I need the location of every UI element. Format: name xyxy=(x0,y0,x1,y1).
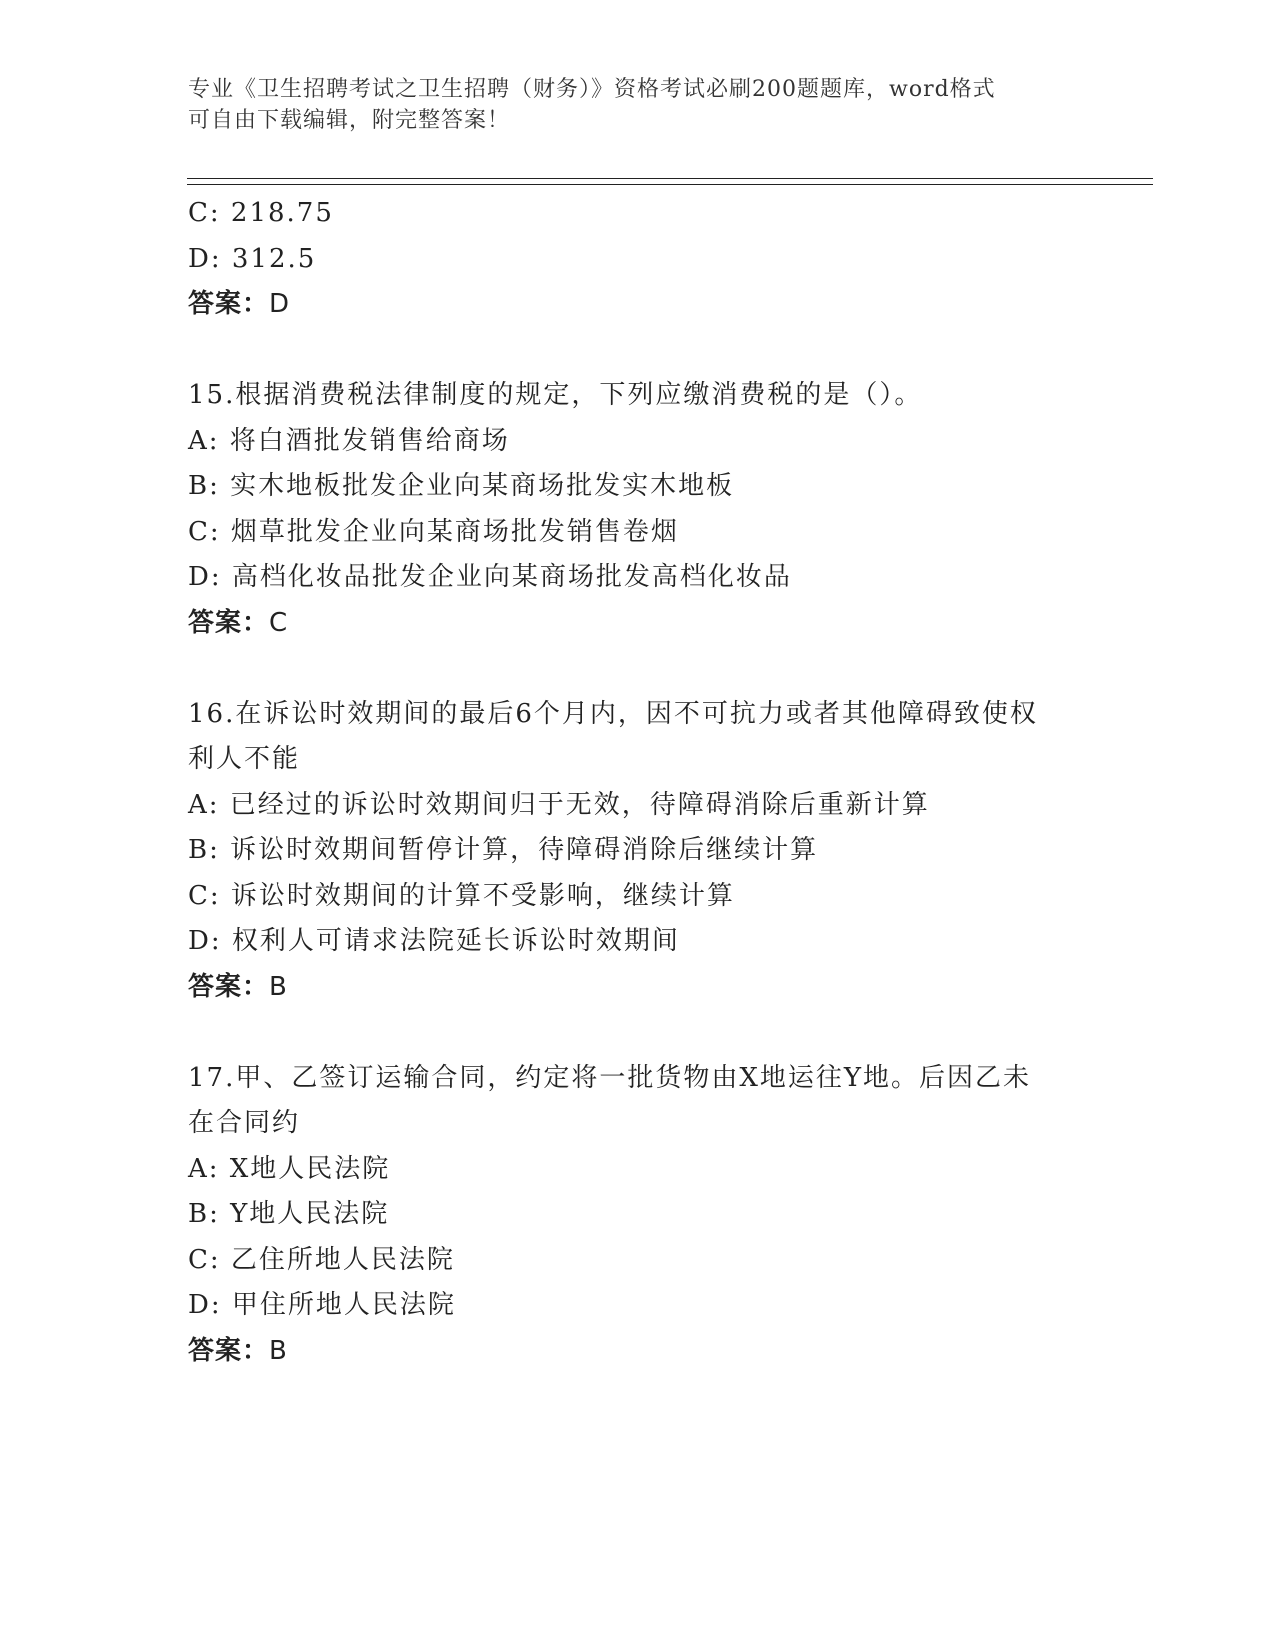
answer-label: 答案： xyxy=(188,1335,270,1366)
option-a: A: 将白酒批发销售给商场 xyxy=(188,425,510,456)
answer-line xyxy=(188,1329,1088,1375)
option-d: D: 312.5 xyxy=(188,243,317,274)
answer-label: 答案： xyxy=(188,607,270,638)
option-c: C: 诉讼时效期间的计算不受影响，继续计算 xyxy=(188,880,735,911)
question-list xyxy=(188,191,1088,1374)
question-stem: 15.根据消费税法律制度的规定，下列应缴消费税的是（）。 xyxy=(188,380,923,410)
answer-value: D xyxy=(269,289,291,319)
spacer xyxy=(188,646,1088,692)
question-stem-cont: 在合同约 xyxy=(188,1108,301,1138)
option-c: C: 218.75 xyxy=(188,198,334,228)
answer-value: B xyxy=(269,971,288,1002)
question-stem: 17.甲、乙签订运输合同，约定将一批货物由X地运往Y地。后因乙未 xyxy=(188,1062,1032,1093)
option-c: C: 烟草批发企业向某商场批发销售卷烟 xyxy=(188,516,679,547)
option-d: D: 高档化妆品批发企业向某商场批发高档化妆品 xyxy=(188,562,792,592)
answer-line xyxy=(188,282,1088,328)
header-line-2: 可自由下载编辑，附完整答案！ xyxy=(188,108,511,133)
option-a: A: 已经过的诉讼时效期间归于无效，待障碍消除后重新计算 xyxy=(188,789,930,820)
question-stem-cont: 利人不能 xyxy=(188,744,301,774)
spacer xyxy=(188,328,1088,374)
question-15 xyxy=(188,373,1088,646)
option-c: C: 乙住所地人民法院 xyxy=(188,1244,455,1275)
answer-label: 答案： xyxy=(188,289,270,319)
answer-line xyxy=(188,601,1088,647)
question-stem: 16.在诉讼时效期间的最后6个月内，因不可抗力或者其他障碍致使权 xyxy=(188,698,1038,729)
option-b: B: 诉讼时效期间暂停计算，待障碍消除后继续计算 xyxy=(188,835,819,865)
option-d: D: 权利人可请求法院延长诉讼时效期间 xyxy=(188,926,680,956)
question-16 xyxy=(188,692,1088,1011)
question-14-continued xyxy=(188,191,1088,328)
spacer xyxy=(188,1010,1088,1056)
question-17 xyxy=(188,1056,1088,1375)
answer-value: C xyxy=(269,607,289,638)
option-d: D: 甲住所地人民法院 xyxy=(188,1290,456,1320)
answer-value: B xyxy=(269,1335,288,1366)
header-line-1: 专业《卫生招聘考试之卫生招聘（财务）》资格考试必刷200题题库，word格式 xyxy=(188,77,996,102)
header-double-rule xyxy=(187,178,1153,185)
document-header xyxy=(188,74,1068,136)
answer-label: 答案： xyxy=(188,971,270,1002)
option-b: B: 实木地板批发企业向某商场批发实木地板 xyxy=(188,471,735,501)
answer-line xyxy=(188,965,1088,1011)
option-b: B: Y地人民法院 xyxy=(188,1199,390,1229)
option-a: A: X地人民法院 xyxy=(188,1153,391,1184)
